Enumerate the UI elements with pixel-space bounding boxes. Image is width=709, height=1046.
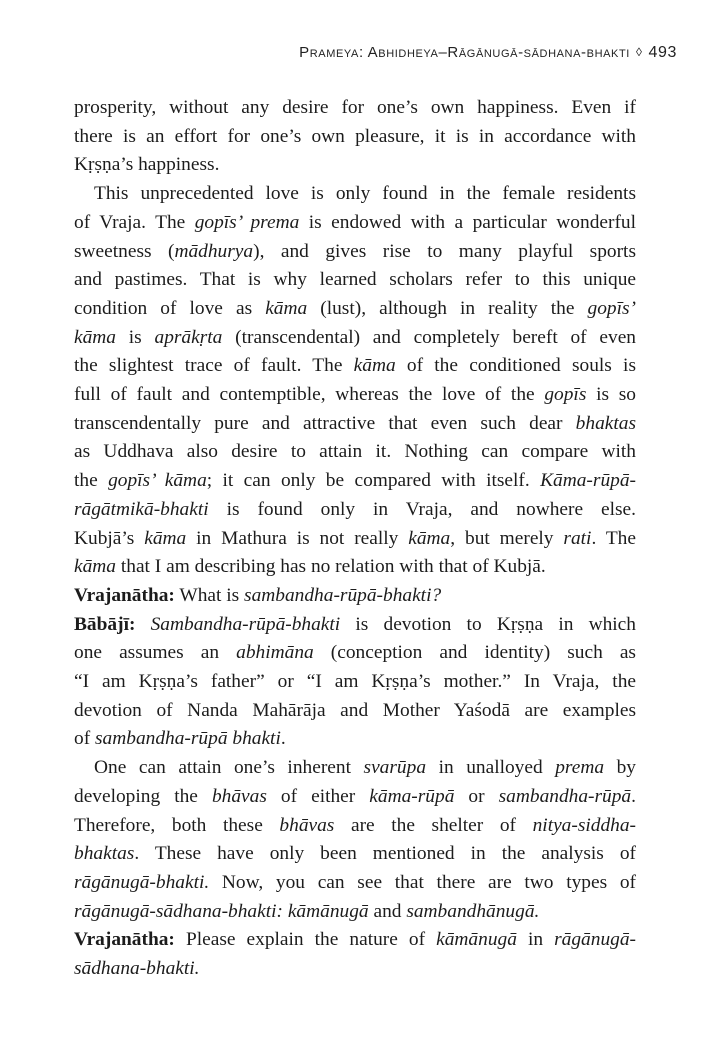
text-line: rāgātmikā-bhakti is found only in Vraja, and nowhere else. xyxy=(74,498,636,520)
text-line: devotion of Nanda Mahārāja and Mother Yaśodā are examples xyxy=(74,699,636,721)
text-line: One can attain one’s inherent svarūpa in unalloyed prema by xyxy=(94,757,637,779)
text-line: Bābājī: Sambandha-rūpā-bhakti is devotion to Kṛṣṇa in which xyxy=(74,613,636,635)
text-line: sweetness (mādhurya), and gives rise to many playful sports xyxy=(74,240,636,262)
text-line: rāgānugā-bhakti. Now, you can see that there are two types of xyxy=(74,871,636,893)
text-line: kāma that I am describing has no relation with that of Kubjā. xyxy=(74,556,546,578)
text-line: This unprecedented love is only found in the female residents xyxy=(94,183,636,205)
running-head xyxy=(60,44,677,62)
text-line: “I am Kṛṣṇa’s father” or “I am Kṛṣṇa’s mother.” In Vraja, the xyxy=(74,671,636,693)
text-line: rāgānugā-sādhana-bhakti: kāmānugā and sambandhānugā. xyxy=(74,900,540,922)
text-line: Vrajanātha: Please explain the nature of kāmānugā in rāgānugā- xyxy=(74,929,636,951)
text-line: of sambandha-rūpā bhakti. xyxy=(74,728,286,750)
text-line: one assumes an abhimāna (conception and identity) such as xyxy=(74,642,636,664)
text-line: developing the bhāvas of either kāma-rūpā or sambandha-rūpā. xyxy=(74,785,636,807)
text-line: Vrajanātha: What is sambandha-rūpā-bhakti? xyxy=(74,584,442,606)
text-line: full of fault and contemptible, whereas the love of the gopīs is so xyxy=(74,384,636,406)
page-number: 493 xyxy=(648,44,677,61)
text-line: and pastimes. That is why learned scholars refer to this unique xyxy=(74,269,636,291)
text-line: sādhana-bhakti. xyxy=(74,958,200,980)
text-line: of Vraja. The gopīs’ prema is endowed with a particular wonderful xyxy=(74,211,636,233)
text-line: there is an effort for one’s own pleasure, it is in accordance with xyxy=(74,125,636,147)
text-line: Kṛṣṇa’s happiness. xyxy=(74,154,220,176)
diamond-separator-icon: ◊ xyxy=(635,45,643,59)
text-line: kāma is aprākṛta (transcendental) and completely bereft of even xyxy=(74,326,636,348)
text-line: Kubjā’s kāma in Mathura is not really kāma, but merely rati. The xyxy=(74,527,636,549)
text-line: prosperity, without any desire for one’s own happiness. Even if xyxy=(74,97,636,118)
text-line: transcendentally pure and attractive that even such dear bhaktas xyxy=(74,412,636,434)
text-line: Therefore, both these bhāvas are the shelter of nitya-siddha- xyxy=(74,814,637,836)
body-text xyxy=(74,94,636,984)
speaker-label: Bābājī: xyxy=(74,613,136,635)
speaker-label: Vrajanātha: xyxy=(74,584,175,606)
running-head-title: Prameya: Abhidheya–Rāgānugā-sādhana-bhakti xyxy=(299,44,630,61)
text-line: the slightest trace of fault. The kāma of the conditioned souls is xyxy=(74,355,636,377)
text-line: as Uddhava also desire to attain it. Nothing can compare with xyxy=(74,441,636,463)
text-line: condition of love as kāma (lust), although in reality the gopīs’ xyxy=(74,297,636,319)
speaker-label: Vrajanātha: xyxy=(74,929,175,951)
text-line: the gopīs’ kāma; it can only be compared with itself. Kāma-rūpā- xyxy=(74,470,636,492)
text-line: bhaktas. These have only been mentioned in the analysis of xyxy=(74,843,636,865)
